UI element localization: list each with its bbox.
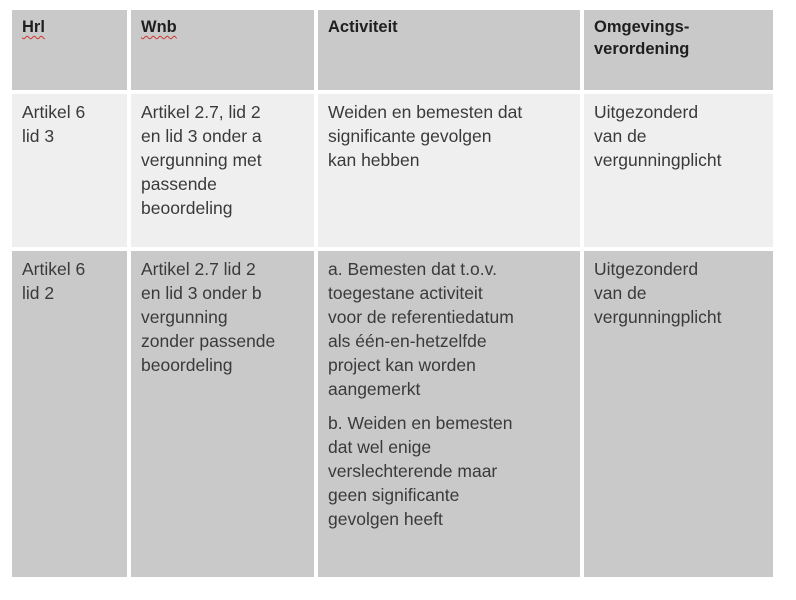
header-omgevingsverordening-label: Omgevings- verordening xyxy=(594,18,690,58)
header-omgevingsverordening xyxy=(584,10,773,90)
header-wnb xyxy=(131,10,314,90)
header-hrl-label: Hrl xyxy=(22,18,45,36)
regulation-table xyxy=(12,10,773,577)
row1-activiteit xyxy=(318,94,580,247)
row2-wnb: Artikel 2.7 lid 2 en lid 3 onder b vergunning zonder passende beoordeling xyxy=(131,251,314,577)
row2-activiteit-item-a: a. Bemesten dat t.o.v. toegestane activiteit voor de referentiedatum als één-en-hetzelfde project kan worden aangemerkt xyxy=(328,259,514,399)
header-wnb-label: Wnb xyxy=(141,18,177,36)
header-hrl xyxy=(12,10,127,90)
header-activiteit xyxy=(318,10,580,90)
row2-activiteit-item-b: b. Weiden en bemesten dat wel enige verslechterende maar geen significante gevolgen heeft xyxy=(328,413,513,529)
row2-omgevingsverordening: Uitgezonderd van de vergunningplicht xyxy=(584,251,773,577)
row2-hrl: Artikel 6 lid 2 xyxy=(12,251,127,577)
row1-wnb: Artikel 2.7, lid 2 en lid 3 onder a vergunning met passende beoordeling xyxy=(131,94,314,247)
row1-activiteit-text: Weiden en bemesten dat significante gevolgen kan hebben xyxy=(328,102,523,170)
header-activiteit-label: Activiteit xyxy=(328,18,398,36)
row1-omgevingsverordening: Uitgezonderd van de vergunningplicht xyxy=(584,94,773,247)
row1-hrl: Artikel 6 lid 3 xyxy=(12,94,127,247)
row2-activiteit xyxy=(318,251,580,577)
